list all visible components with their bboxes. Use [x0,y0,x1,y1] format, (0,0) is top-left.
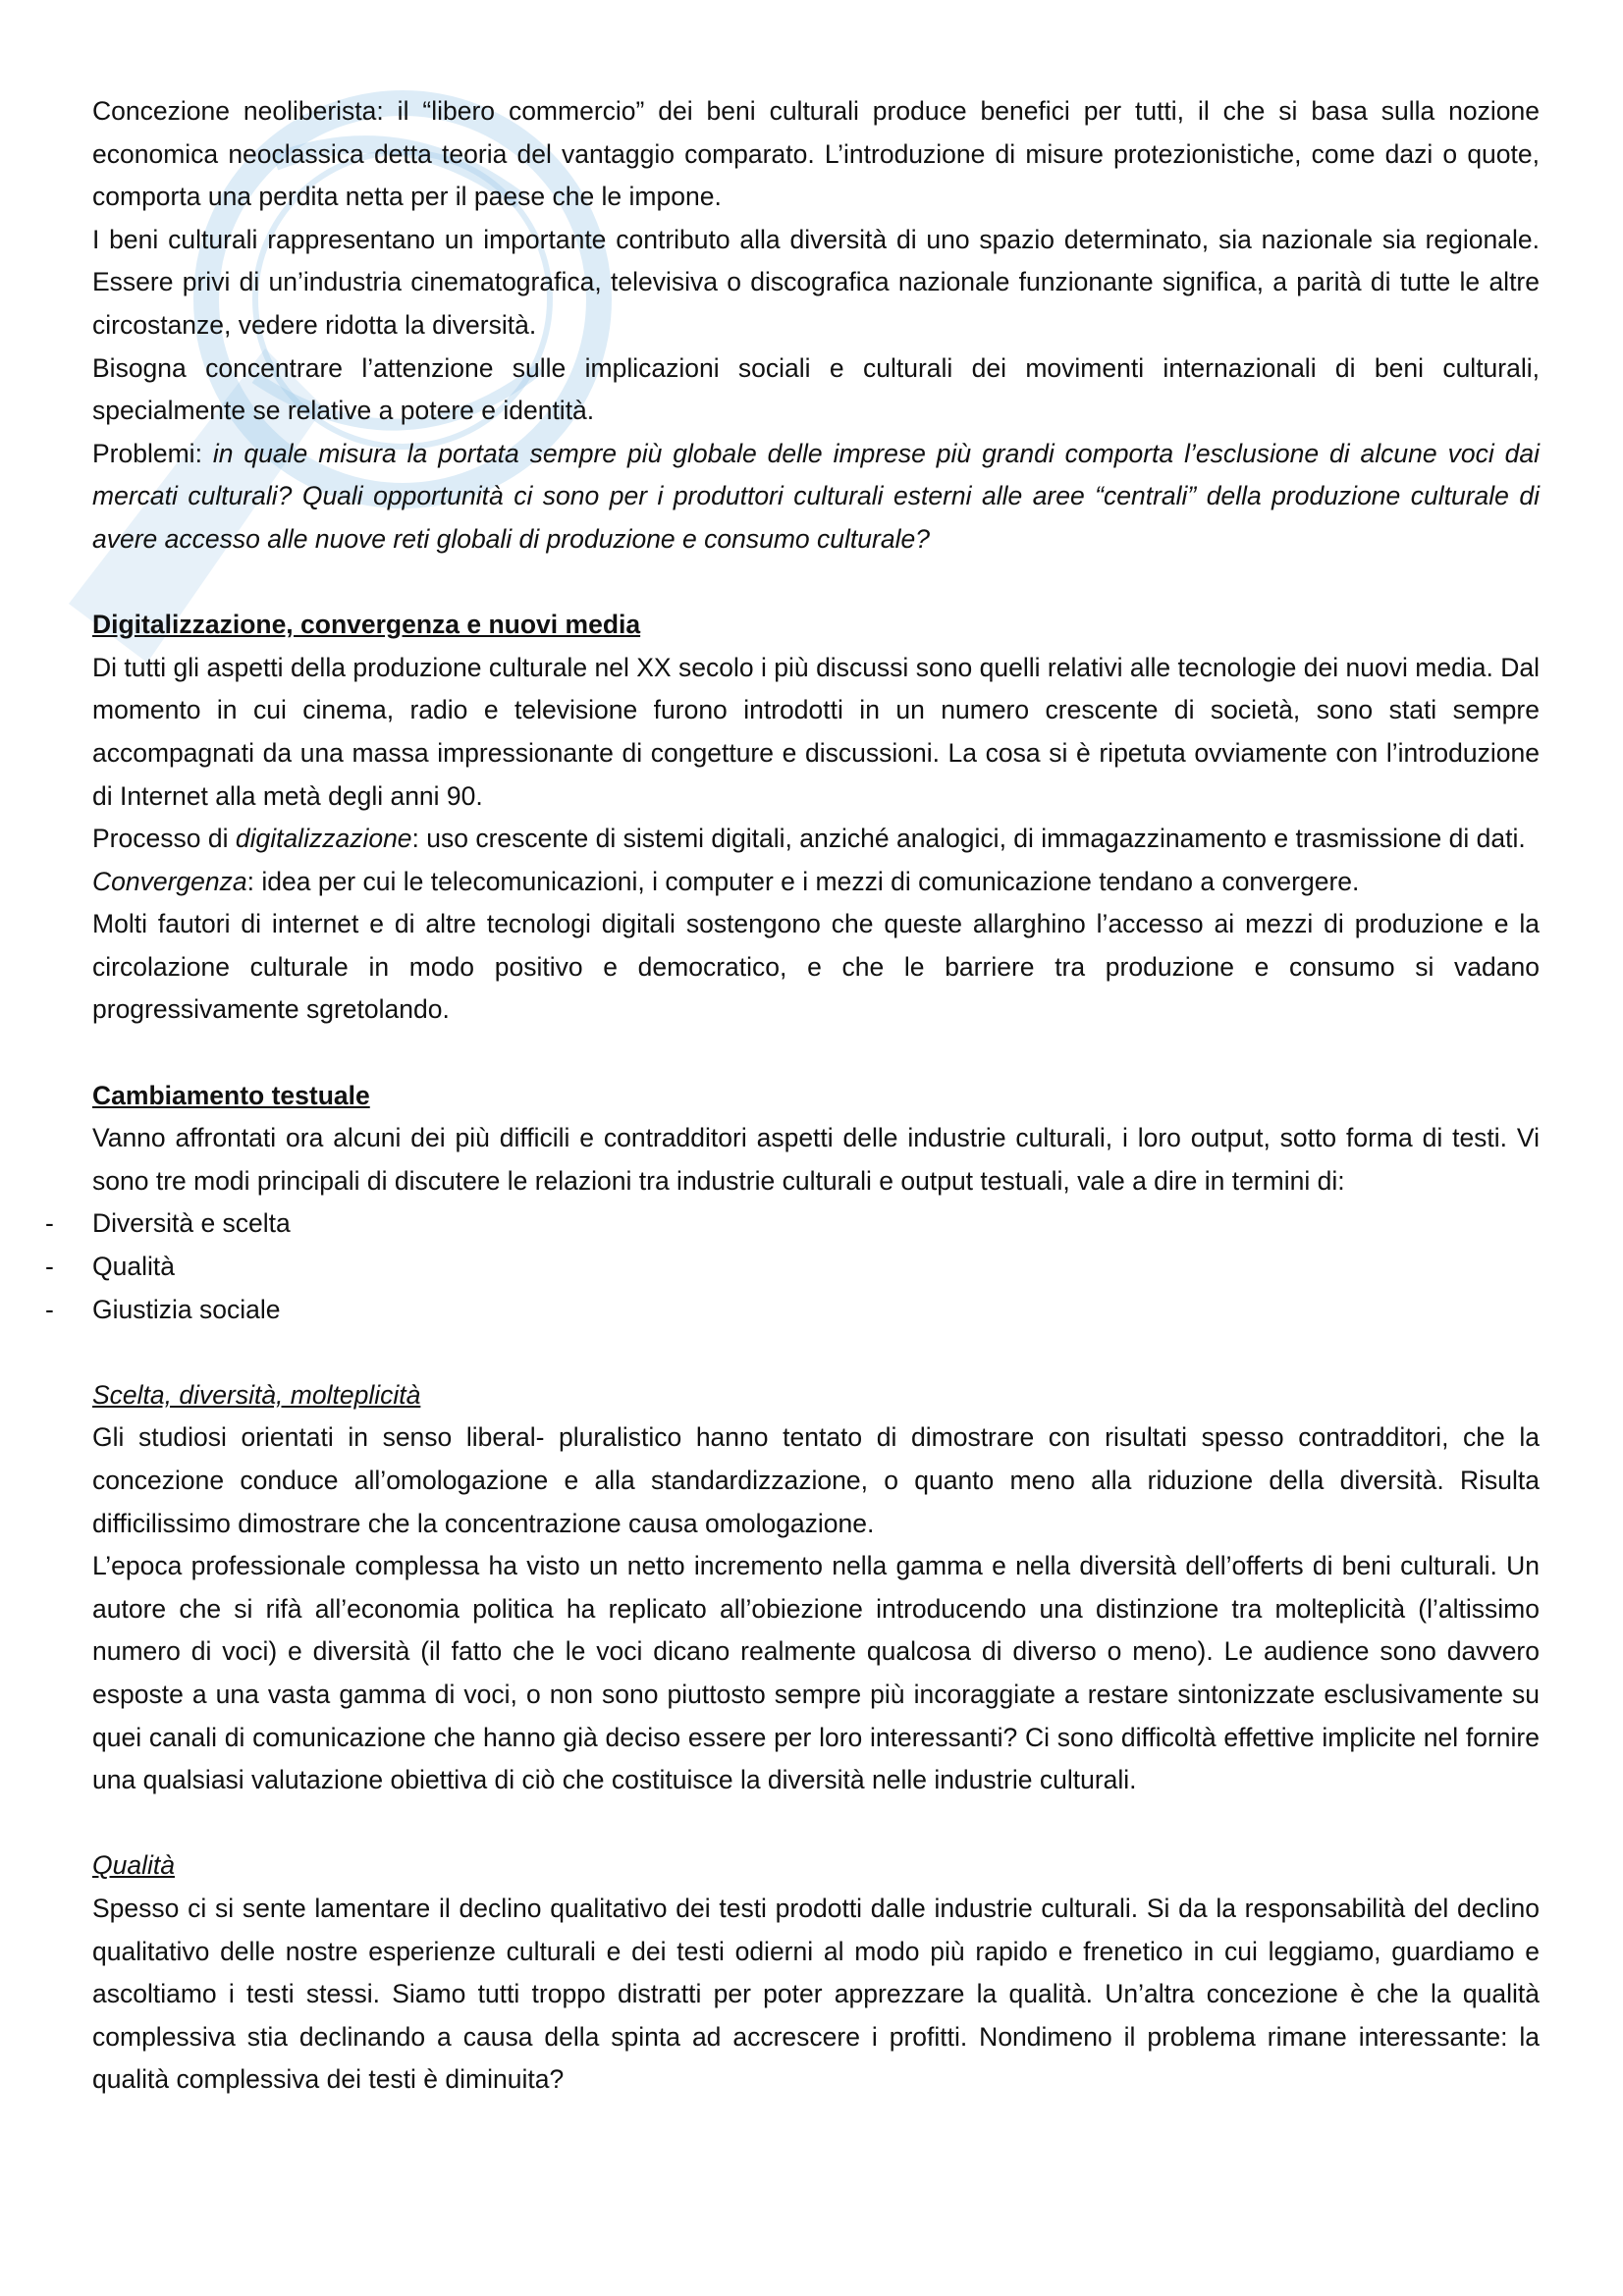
text-paragraph-1: Vanno affrontati ora alcuni dei più difficili e contradditori aspetti delle industrie culturali, i loro output, sotto forma di testi. Vi sono tre modi principali di discutere le relazioni tra industrie culturali e output testuali, vale a dire in termini di: [92,1123,1540,1196]
digital-paragraph-4: Molti fautori di internet e di altre tecnologi digitali sostengono che queste allarghino l’accesso ai mezzi di produzione e la circolazione culturale in modo positivo e democratico, e che le barriere tra produzione e consumo si vadano progressivamente sgretolando. [92,909,1540,1025]
heading-scelta-diversita: Scelta, diversità, molteplicità [92,1379,421,1410]
term-convergenza: Convergenza [92,866,247,896]
list-bullet: - [45,1294,54,1324]
quality-paragraph: Spesso ci si sente lamentare il declino qualitativo dei testi prodotti dalle industrie culturali. Si da la responsabilità del declino qualitativo delle nostre esperienze culturali e dei testi odierni al modo più rapido e frenetico in cui leggiamo, guardiamo e ascoltiamo i testi stessi. Siamo tutti troppo distratti per poter apprezzare la qualità. Un’altra concezione è che la qualità complessiva stia declinando a causa della spinta ad accrescere i profitti. Nondimeno il problema rimane interessante: la qualità complessiva dei testi è diminuita? [92,1893,1540,2095]
list-item: - Giustizia sociale [92,1289,1540,1332]
choice-paragraph-1: Gli studiosi orientati in senso liberal- pluralistico hanno tentato di dimostrare con risultati spesso contradditori, che la concezione conduce all’omologazione e alla standardizzazione, o quanto meno alla riduzione della diversità. Risulta difficilissimo dimostrare che la concentrazione causa omologazione. [92,1422,1540,1538]
choice-paragraph-2: L’epoca professionale complessa ha visto un netto incremento nella gamma e nella diversità dell’offerts di beni culturali. Un autore che si rifà all’economia politica ha replicato all’obiezione introducendo una distinzione tra molteplicità (l’altissimo numero di voci) e diversità (il fatto che le voci dicano realmente qualcosa di diverso o meno). Le audience sono davvero esposte a una vasta gamma di voci, o non sono piuttosto sempre più incoraggiate a restare sintonizzate esclusivamente su quei canali di comunicazione che hanno già deciso essere per loro interessanti? Ci sono difficoltà effettive implicite nel fornire una qualsiasi valutazione obiettiva di ciò che costituisce la diversità nelle industrie culturali. [92,1551,1540,1795]
document-page [45,90,1541,2102]
digital-paragraph-1: Di tutti gli aspetti della produzione culturale nel XX secolo i più discussi sono quelli relativi alle tecnologie dei nuovi media. Dal momento in cui cinema, radio e televisione furono introdotti in un numero crescente di società, sono stati sempre accompagnati da una massa impressionante di congetture e discussioni. La cosa si è ripetuta ovviamente con l’introduzione di Internet alla metà degli anni 90. [92,652,1540,811]
list-item: - Qualità [92,1246,1540,1289]
term-digitalizzazione: digitalizzazione [235,824,412,854]
list-bullet: - [45,1252,54,1282]
heading-qualita: Qualità [92,1850,175,1881]
intro-paragraph-3: Bisogna concentrare l’attenzione sulle implicazioni sociali e culturali dei movimenti internazionali di beni culturali, specialmente se relative a potere e identità. [92,352,1540,426]
digital-paragraph-2: Processo di digitalizzazione: uso crescente di sistemi digitali, anziché analogici, di immagazzinamento e trasmissione di dati. [92,824,1526,854]
intro-paragraph-2: I beni culturali rappresentano un importante contributo alla diversità di uno spazio determinato, sia nazionale sia regionale. Essere privi di un’industria cinematografica, televisiva o discografica nazionale funzionante significa, a parità di tutte le altre circostanze, vedere ridotta la diversità. [92,224,1540,340]
list-item: - Diversità e scelta [92,1202,1540,1246]
terms-list [45,1202,1540,1331]
digital-paragraph-3: Convergenza: idea per cui le telecomunicazioni, i computer e i mezzi di comunicazione tendano a convergere. [92,866,1360,896]
problemi-label: Problemi: [92,438,213,468]
problemi-paragraph [92,433,1540,561]
list-bullet: - [45,1208,54,1239]
intro-paragraph-1: Concezione neoliberista: il “libero commercio” dei beni culturali produce benefici per tutti, il che si basa sulla nozione economica neoclassica detta teoria del vantaggio comparato. L’introduzione di misure protezionistiche, come dazi o quote, comporta una perdita netta per il paese che le impone. [92,96,1540,212]
problemi-questions: in quale misura la portata sempre più globale delle imprese più grandi comporta l’esclusione di alcune voci dai mercati culturali? Quali opportunità ci sono per i produttori culturali esterni alle aree “centrali” della produzione culturale di avere accesso alle nuove reti globali di produzione e consumo culturale? [92,438,1541,554]
heading-digitalizzazione: Digitalizzazione, convergenza e nuovi media [92,610,641,640]
heading-cambiamento-testuale: Cambiamento testuale [92,1080,370,1110]
